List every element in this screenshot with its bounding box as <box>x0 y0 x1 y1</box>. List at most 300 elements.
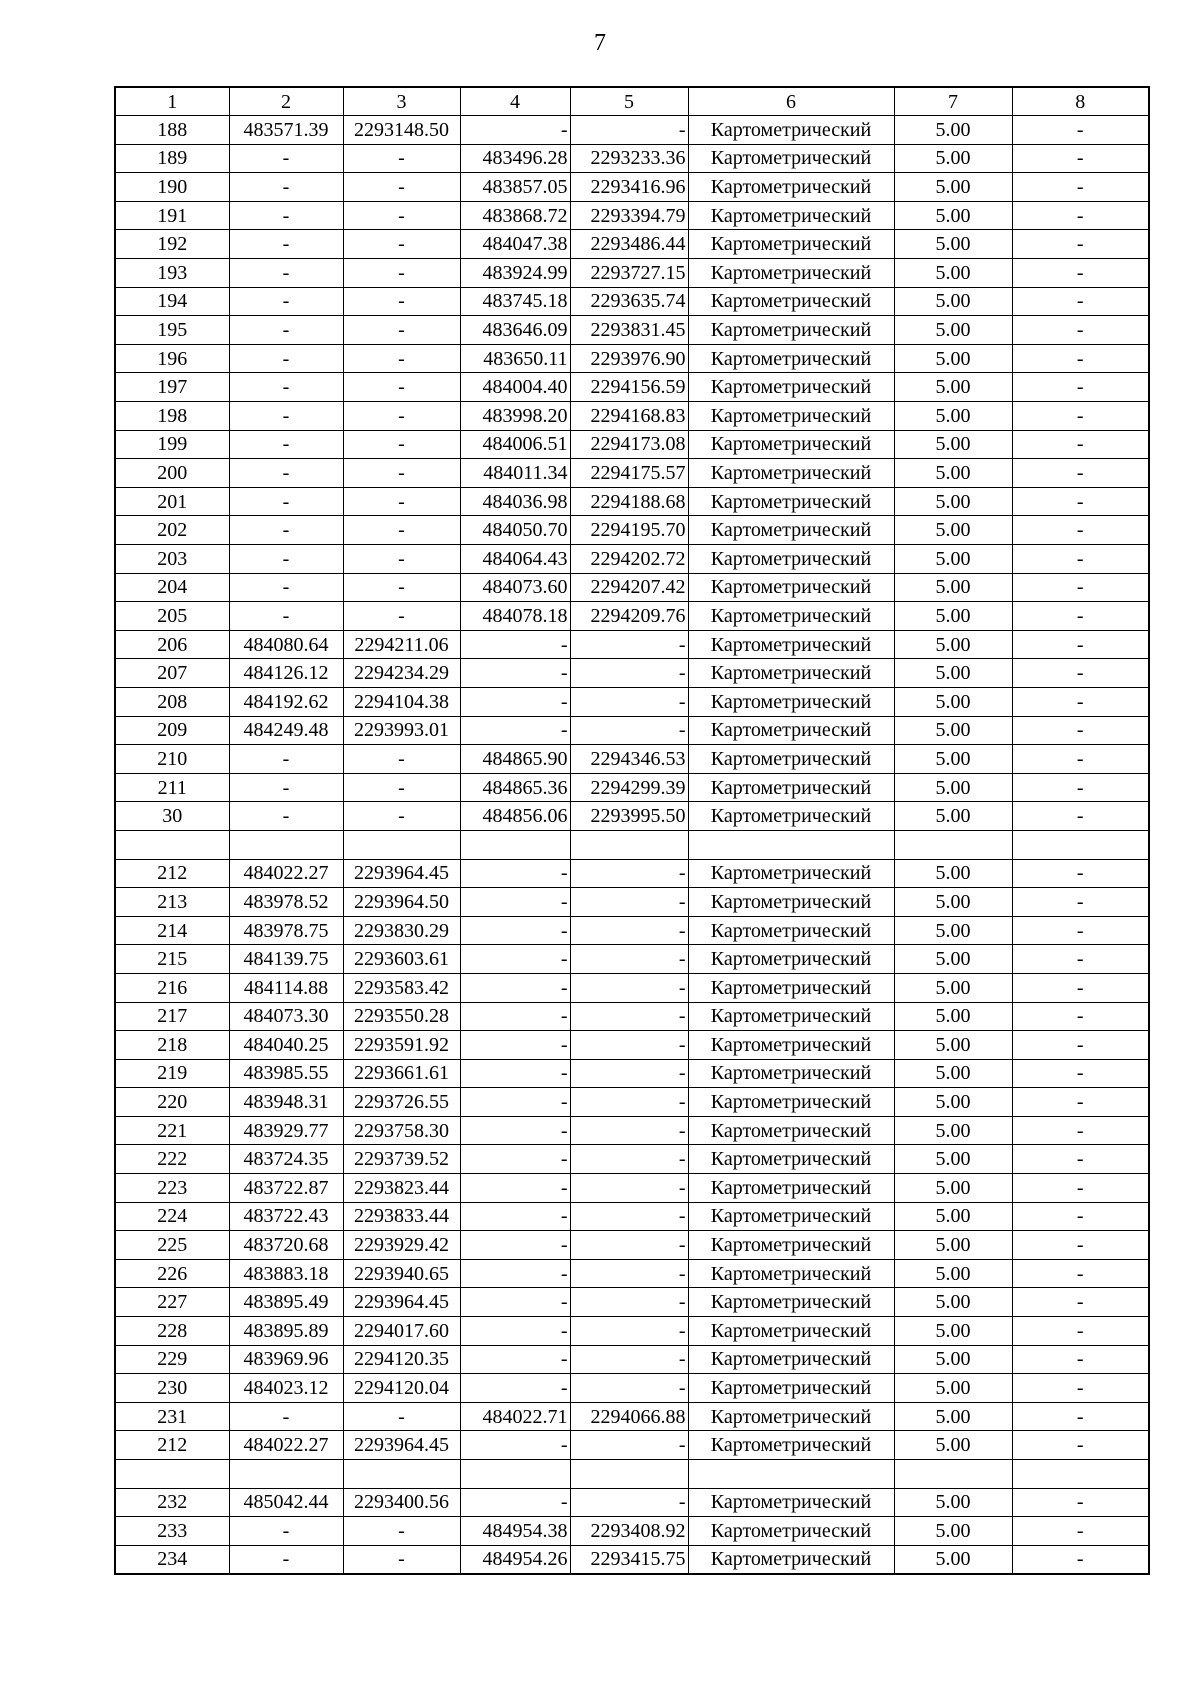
table-row <box>115 973 1149 1002</box>
table-row <box>115 1288 1149 1317</box>
table-cell: - <box>570 716 688 745</box>
table-cell: - <box>570 1288 688 1317</box>
table-cell: 214 <box>115 916 229 945</box>
header-cell: 8 <box>1012 87 1149 116</box>
table-cell: Картометрический <box>688 945 894 974</box>
table-cell: Картометрический <box>688 1202 894 1231</box>
table-row <box>115 173 1149 202</box>
table-cell: Картометрический <box>688 545 894 574</box>
table-cell: 484036.98 <box>460 487 570 516</box>
table-cell: - <box>1012 1317 1149 1346</box>
table-cell: 204 <box>115 573 229 602</box>
table-cell: Картометрический <box>688 973 894 1002</box>
table-cell: 200 <box>115 459 229 488</box>
table-cell: 228 <box>115 1317 229 1346</box>
table-cell: 5.00 <box>894 602 1012 631</box>
table-cell: - <box>460 1059 570 1088</box>
table-cell: - <box>343 573 460 602</box>
table-body <box>115 87 1149 1574</box>
table-cell <box>460 1460 570 1489</box>
table-cell: Картометрический <box>688 1517 894 1546</box>
header-cell: 2 <box>229 87 343 116</box>
table-cell: 2294104.38 <box>343 687 460 716</box>
table-cell: 5.00 <box>894 659 1012 688</box>
table-cell: Картометрический <box>688 1345 894 1374</box>
table-cell: - <box>460 1317 570 1346</box>
table-cell: 227 <box>115 1288 229 1317</box>
table-cell <box>1012 830 1149 859</box>
table-cell <box>343 830 460 859</box>
table-cell: 2293727.15 <box>570 259 688 288</box>
table-cell: - <box>460 1488 570 1517</box>
table-cell: 2294346.53 <box>570 745 688 774</box>
table-cell: - <box>1012 1174 1149 1203</box>
table-cell: - <box>570 659 688 688</box>
table-cell: - <box>229 201 343 230</box>
table-row <box>115 259 1149 288</box>
table-cell: 5.00 <box>894 1345 1012 1374</box>
table-cell: Картометрический <box>688 144 894 173</box>
table-cell: - <box>570 1088 688 1117</box>
table-cell: 2294202.72 <box>570 545 688 574</box>
table-cell: Картометрический <box>688 1402 894 1431</box>
table-cell: 2293739.52 <box>343 1145 460 1174</box>
table-cell: Картометрический <box>688 1488 894 1517</box>
header-cell: 6 <box>688 87 894 116</box>
table-cell: 5.00 <box>894 487 1012 516</box>
table-cell: Картометрический <box>688 287 894 316</box>
table-cell: 216 <box>115 973 229 1002</box>
table-cell: 5.00 <box>894 1145 1012 1174</box>
table-row <box>115 487 1149 516</box>
table-cell: 2293416.96 <box>570 173 688 202</box>
table-cell: 2293726.55 <box>343 1088 460 1117</box>
table-cell: - <box>570 1145 688 1174</box>
table-cell: 484022.71 <box>460 1402 570 1431</box>
table-cell: - <box>570 945 688 974</box>
table-cell: 2293929.42 <box>343 1231 460 1260</box>
table-cell: 232 <box>115 1488 229 1517</box>
table-cell: - <box>343 1517 460 1546</box>
table-cell: 2293394.79 <box>570 201 688 230</box>
table-cell: 2293400.56 <box>343 1488 460 1517</box>
table-cell: 484192.62 <box>229 687 343 716</box>
table-cell: Картометрический <box>688 173 894 202</box>
table-cell: 485042.44 <box>229 1488 343 1517</box>
table-cell: - <box>460 888 570 917</box>
table-row <box>115 830 1149 859</box>
table-cell: - <box>460 1116 570 1145</box>
table-cell: 484022.27 <box>229 859 343 888</box>
table-cell: 5.00 <box>894 888 1012 917</box>
table-cell: 212 <box>115 1431 229 1460</box>
table-cell: 483571.39 <box>229 116 343 145</box>
page-number: 7 <box>594 30 606 56</box>
table-row <box>115 402 1149 431</box>
table-cell: 5.00 <box>894 459 1012 488</box>
table-cell: 2293993.01 <box>343 716 460 745</box>
table-cell: 2293758.30 <box>343 1116 460 1145</box>
table-cell: - <box>1012 573 1149 602</box>
table-cell: 5.00 <box>894 516 1012 545</box>
table-cell: Картометрический <box>688 745 894 774</box>
table-cell: 2293591.92 <box>343 1031 460 1060</box>
table-cell: Картометрический <box>688 516 894 545</box>
table-row <box>115 201 1149 230</box>
table-cell: 5.00 <box>894 1288 1012 1317</box>
table-cell: - <box>343 287 460 316</box>
table-cell: 5.00 <box>894 745 1012 774</box>
table-row <box>115 859 1149 888</box>
table-cell: 5.00 <box>894 1402 1012 1431</box>
table-cell: - <box>570 1431 688 1460</box>
table-cell: 2293995.50 <box>570 802 688 831</box>
table-cell: 2294120.35 <box>343 1345 460 1374</box>
table-cell: 5.00 <box>894 687 1012 716</box>
table-cell: 209 <box>115 716 229 745</box>
table-cell <box>688 830 894 859</box>
header-cell: 4 <box>460 87 570 116</box>
table-cell: 483895.49 <box>229 1288 343 1317</box>
table-cell: - <box>343 1402 460 1431</box>
table-cell: - <box>229 1517 343 1546</box>
table-cell: - <box>229 430 343 459</box>
table-row <box>115 1116 1149 1145</box>
table-cell: - <box>570 888 688 917</box>
table-row <box>115 630 1149 659</box>
table-cell: 5.00 <box>894 144 1012 173</box>
table-cell <box>570 830 688 859</box>
table-cell: - <box>1012 1431 1149 1460</box>
table-cell: - <box>460 716 570 745</box>
table-cell: 195 <box>115 316 229 345</box>
table-cell: - <box>1012 430 1149 459</box>
table-cell: - <box>570 916 688 945</box>
header-cell: 7 <box>894 87 1012 116</box>
table-cell: 484073.30 <box>229 1002 343 1031</box>
table-cell: - <box>1012 745 1149 774</box>
table-cell: 193 <box>115 259 229 288</box>
table-cell: 5.00 <box>894 316 1012 345</box>
table-row <box>115 373 1149 402</box>
table-cell: 5.00 <box>894 201 1012 230</box>
table-cell: 483948.31 <box>229 1088 343 1117</box>
table-cell: 198 <box>115 402 229 431</box>
table-cell: - <box>1012 1259 1149 1288</box>
table-cell: 2293823.44 <box>343 1174 460 1203</box>
table-cell: - <box>343 373 460 402</box>
table-cell: Картометрический <box>688 1288 894 1317</box>
table-cell: Картометрический <box>688 773 894 802</box>
table-cell: 188 <box>115 116 229 145</box>
table-row <box>115 1059 1149 1088</box>
table-cell: Картометрический <box>688 1317 894 1346</box>
table-cell: 484114.88 <box>229 973 343 1002</box>
table-cell: 5.00 <box>894 973 1012 1002</box>
table-cell: - <box>1012 144 1149 173</box>
table-cell: - <box>1012 945 1149 974</box>
table-cell: - <box>343 459 460 488</box>
table-cell: - <box>229 173 343 202</box>
table-cell: - <box>460 1259 570 1288</box>
table-cell: - <box>1012 316 1149 345</box>
table-cell: 2293408.92 <box>570 1517 688 1546</box>
table-cell: 5.00 <box>894 1174 1012 1203</box>
table-cell: - <box>460 1431 570 1460</box>
table-row <box>115 1202 1149 1231</box>
table-cell: Картометрический <box>688 916 894 945</box>
table-cell: - <box>343 430 460 459</box>
table-cell: - <box>1012 1059 1149 1088</box>
table-row <box>115 1002 1149 1031</box>
table-cell: - <box>570 1031 688 1060</box>
table-cell: - <box>229 459 343 488</box>
table-cell: - <box>229 487 343 516</box>
table-cell: 484004.40 <box>460 373 570 402</box>
table-cell: 2293830.29 <box>343 916 460 945</box>
table-cell: 484865.90 <box>460 745 570 774</box>
table-cell: Картометрический <box>688 1116 894 1145</box>
table-cell: 5.00 <box>894 1231 1012 1260</box>
table-cell: - <box>1012 802 1149 831</box>
table-row <box>115 344 1149 373</box>
table-cell: Картометрический <box>688 116 894 145</box>
header-row <box>115 87 1149 116</box>
table-cell: Картометрический <box>688 1374 894 1403</box>
table-cell: 2294209.76 <box>570 602 688 631</box>
table-cell: - <box>1012 116 1149 145</box>
table-row <box>115 888 1149 917</box>
table-cell: - <box>229 773 343 802</box>
table-cell: 213 <box>115 888 229 917</box>
table-cell: - <box>229 745 343 774</box>
table-cell: 2293976.90 <box>570 344 688 373</box>
table-cell: - <box>1012 1374 1149 1403</box>
table-cell: Картометрический <box>688 1431 894 1460</box>
table-cell: 2293148.50 <box>343 116 460 145</box>
table-cell: - <box>1012 659 1149 688</box>
table-cell: - <box>570 1488 688 1517</box>
table-cell <box>229 830 343 859</box>
table-cell: - <box>343 516 460 545</box>
table-row <box>115 430 1149 459</box>
table-cell: Картометрический <box>688 1031 894 1060</box>
table-cell: - <box>1012 373 1149 402</box>
table-cell: - <box>570 1231 688 1260</box>
table-cell: Картометрический <box>688 1002 894 1031</box>
table-cell: 212 <box>115 859 229 888</box>
table-cell: 2294207.42 <box>570 573 688 602</box>
table-cell: Картометрический <box>688 1088 894 1117</box>
table-cell: - <box>460 916 570 945</box>
table-cell: - <box>229 144 343 173</box>
table-cell: Картометрический <box>688 687 894 716</box>
table-cell: 484073.60 <box>460 573 570 602</box>
table-cell: 5.00 <box>894 1431 1012 1460</box>
table-cell: Картометрический <box>688 487 894 516</box>
table-cell: - <box>229 1402 343 1431</box>
table-cell: - <box>1012 773 1149 802</box>
table-cell: 483646.09 <box>460 316 570 345</box>
table-cell: 5.00 <box>894 1545 1012 1574</box>
table-row <box>115 316 1149 345</box>
table-cell: - <box>343 173 460 202</box>
table-cell: 211 <box>115 773 229 802</box>
table-cell: 5.00 <box>894 173 1012 202</box>
table-cell: 2293831.45 <box>570 316 688 345</box>
table-cell: - <box>570 859 688 888</box>
table-cell: - <box>460 1002 570 1031</box>
table-cell: 483722.87 <box>229 1174 343 1203</box>
table-cell: - <box>1012 1402 1149 1431</box>
table-cell: 190 <box>115 173 229 202</box>
table-cell: 483895.89 <box>229 1317 343 1346</box>
table-cell: 2294195.70 <box>570 516 688 545</box>
table-cell: 2294188.68 <box>570 487 688 516</box>
table-cell: - <box>1012 602 1149 631</box>
table-cell: 191 <box>115 201 229 230</box>
table-cell <box>570 1460 688 1489</box>
table-cell: - <box>1012 516 1149 545</box>
table-row <box>115 916 1149 945</box>
table-cell: Картометрический <box>688 373 894 402</box>
table-cell: 5.00 <box>894 287 1012 316</box>
table-cell: 483978.75 <box>229 916 343 945</box>
table-cell: 5.00 <box>894 430 1012 459</box>
table-cell: - <box>570 630 688 659</box>
table-cell: 5.00 <box>894 630 1012 659</box>
table-cell: - <box>1012 1088 1149 1117</box>
table-cell: - <box>229 316 343 345</box>
table-cell: - <box>460 1031 570 1060</box>
table-cell: 483722.43 <box>229 1202 343 1231</box>
table-cell: 5.00 <box>894 373 1012 402</box>
table-cell: 484856.06 <box>460 802 570 831</box>
table-cell: 217 <box>115 1002 229 1031</box>
table-cell: 2293635.74 <box>570 287 688 316</box>
table-cell: - <box>570 1202 688 1231</box>
table-cell: 5.00 <box>894 1031 1012 1060</box>
table-cell: - <box>343 201 460 230</box>
table-cell: 215 <box>115 945 229 974</box>
table-cell: - <box>229 545 343 574</box>
table-cell: 483929.77 <box>229 1116 343 1145</box>
table-cell: 197 <box>115 373 229 402</box>
table-row <box>115 116 1149 145</box>
table-cell: 2294120.04 <box>343 1374 460 1403</box>
table-cell: - <box>1012 687 1149 716</box>
table-cell: 5.00 <box>894 1059 1012 1088</box>
table-cell: - <box>343 259 460 288</box>
table-row <box>115 459 1149 488</box>
table-cell <box>894 830 1012 859</box>
table-cell <box>115 1460 229 1489</box>
table-cell: - <box>460 659 570 688</box>
table-cell: - <box>1012 287 1149 316</box>
table-cell: 5.00 <box>894 1517 1012 1546</box>
table-cell: 5.00 <box>894 1202 1012 1231</box>
table-row <box>115 1031 1149 1060</box>
table-cell: - <box>1012 916 1149 945</box>
table-cell: Картометрический <box>688 602 894 631</box>
table-cell: - <box>1012 1031 1149 1060</box>
table-cell: 5.00 <box>894 1002 1012 1031</box>
table-row <box>115 573 1149 602</box>
table-cell: - <box>343 230 460 259</box>
table-cell: - <box>229 344 343 373</box>
table-cell: 2293661.61 <box>343 1059 460 1088</box>
table-cell: - <box>460 1288 570 1317</box>
table-cell: - <box>229 516 343 545</box>
table-cell: - <box>1012 402 1149 431</box>
table-cell: Картометрический <box>688 344 894 373</box>
table-cell: - <box>343 402 460 431</box>
table-cell: 2294175.57 <box>570 459 688 488</box>
table-cell: 2294234.29 <box>343 659 460 688</box>
table-cell: - <box>1012 1488 1149 1517</box>
table-cell: 484249.48 <box>229 716 343 745</box>
table-cell: 2294211.06 <box>343 630 460 659</box>
table-cell: - <box>229 373 343 402</box>
table-cell: 2293964.50 <box>343 888 460 917</box>
table-cell: - <box>229 602 343 631</box>
table-cell: Картометрический <box>688 1059 894 1088</box>
table-cell: - <box>460 687 570 716</box>
table-cell: - <box>460 1145 570 1174</box>
table-cell: - <box>460 116 570 145</box>
table-cell: Картометрический <box>688 316 894 345</box>
table-row <box>115 516 1149 545</box>
table-cell: - <box>1012 1145 1149 1174</box>
table-cell <box>343 1460 460 1489</box>
table-cell: 483978.52 <box>229 888 343 917</box>
table-cell: 483868.72 <box>460 201 570 230</box>
table-cell: 483650.11 <box>460 344 570 373</box>
table-cell: 2293964.45 <box>343 1431 460 1460</box>
table-cell: - <box>343 487 460 516</box>
table-cell: - <box>460 1374 570 1403</box>
table-row <box>115 1317 1149 1346</box>
table-cell: - <box>229 402 343 431</box>
table-cell: 231 <box>115 1402 229 1431</box>
table-cell: - <box>460 1088 570 1117</box>
table-cell: - <box>460 1174 570 1203</box>
table-cell: 226 <box>115 1259 229 1288</box>
table-cell <box>688 1460 894 1489</box>
table-cell: Картометрический <box>688 888 894 917</box>
table-cell: 196 <box>115 344 229 373</box>
table-cell: - <box>229 287 343 316</box>
table-row <box>115 1174 1149 1203</box>
table-cell: 483724.35 <box>229 1145 343 1174</box>
table-cell: - <box>570 1259 688 1288</box>
table-cell: - <box>1012 716 1149 745</box>
table-row <box>115 287 1149 316</box>
table-cell: 484050.70 <box>460 516 570 545</box>
table-row <box>115 773 1149 802</box>
table-cell: 230 <box>115 1374 229 1403</box>
table-cell: - <box>1012 1002 1149 1031</box>
table-cell: Картометрический <box>688 1174 894 1203</box>
table-cell: 5.00 <box>894 259 1012 288</box>
table-cell: - <box>1012 630 1149 659</box>
table-cell: 5.00 <box>894 344 1012 373</box>
table-cell: 218 <box>115 1031 229 1060</box>
table-cell: 2293964.45 <box>343 859 460 888</box>
table-row <box>115 745 1149 774</box>
table-cell: - <box>1012 1116 1149 1145</box>
table-cell: 5.00 <box>894 1088 1012 1117</box>
